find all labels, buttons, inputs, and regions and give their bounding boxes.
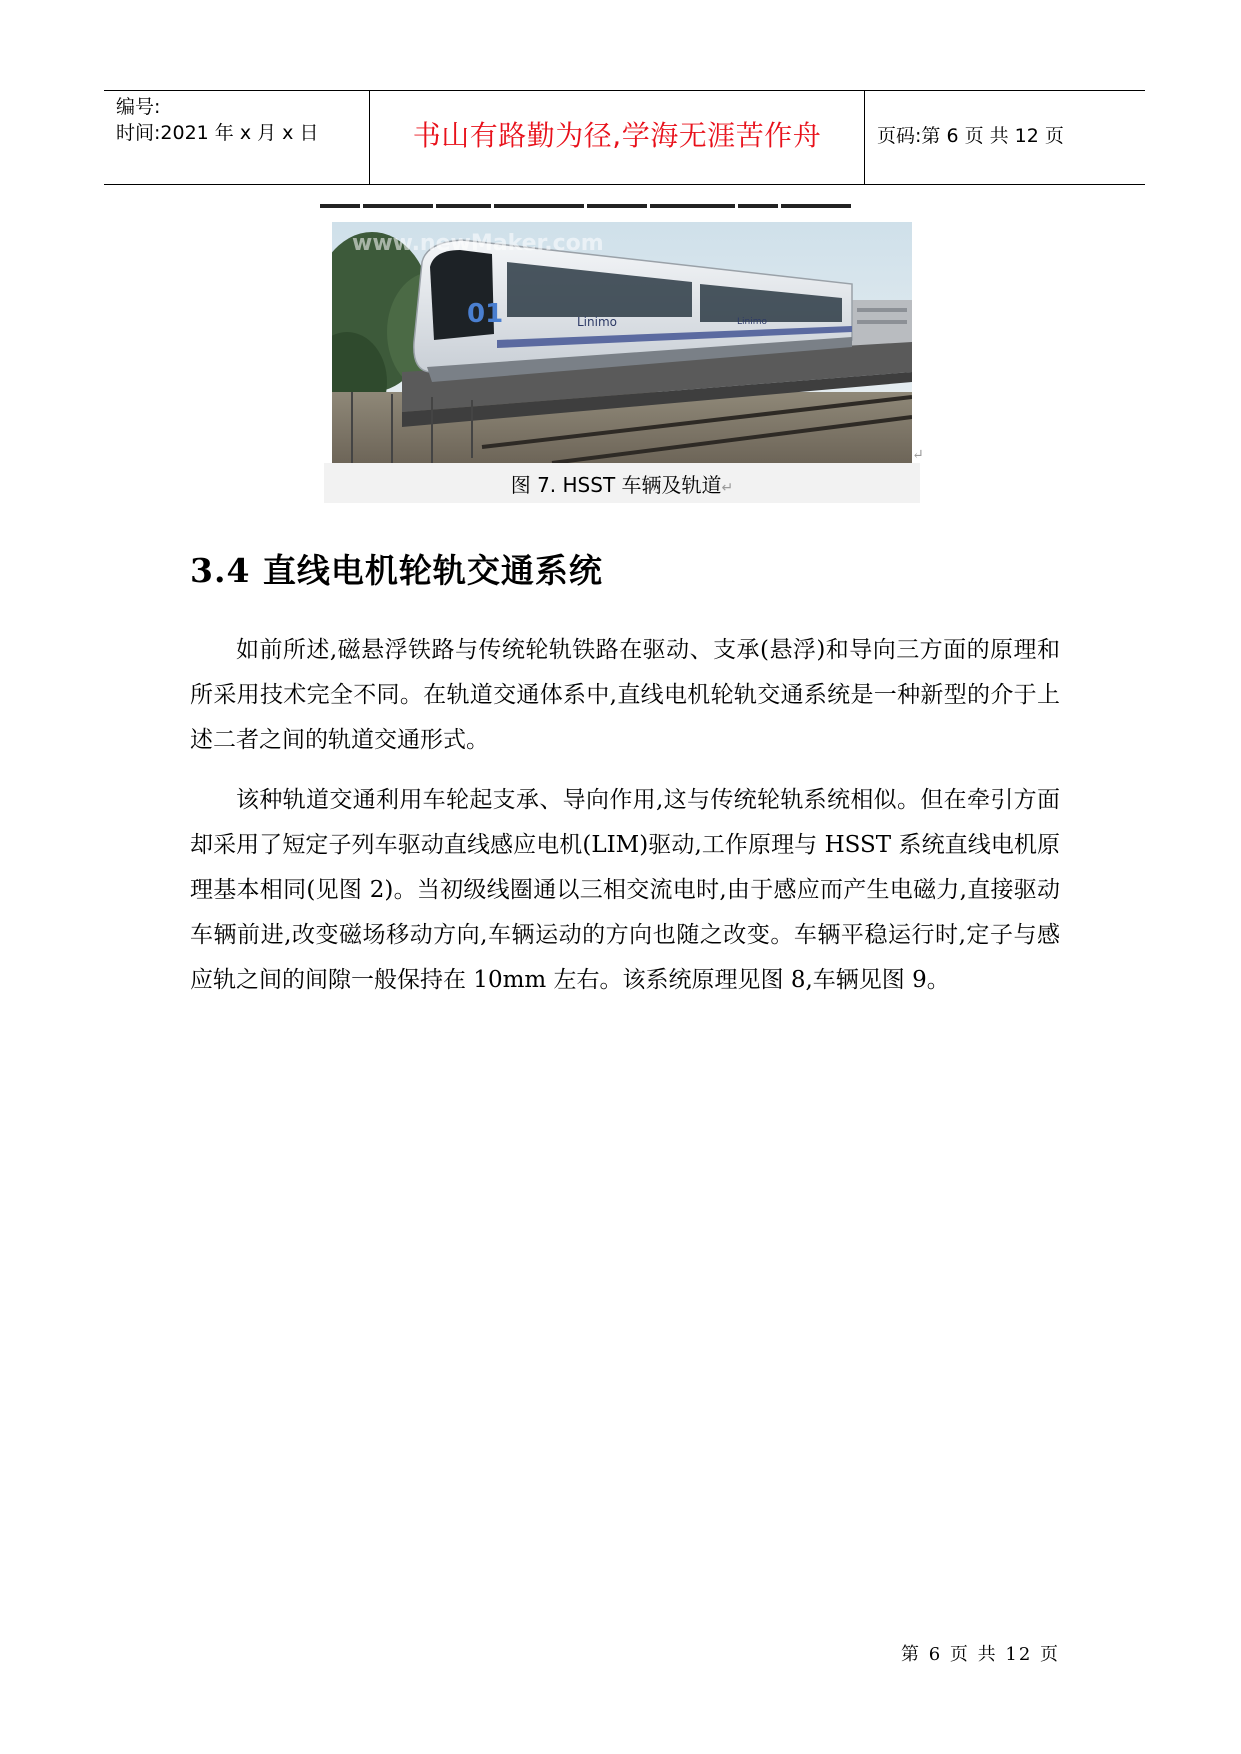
figure-caption xyxy=(324,469,920,498)
return-mark: ↵ xyxy=(912,447,924,463)
hsst-vehicle-photo xyxy=(332,222,912,463)
photo-watermark: www.newMaker.com xyxy=(352,231,604,256)
header-middle-cell xyxy=(370,91,865,184)
page-header xyxy=(104,90,1145,185)
figure-caption-text: 图 7. HSST 车辆及轨道 xyxy=(510,473,722,497)
header-left-cell xyxy=(104,91,370,184)
header-right-cell xyxy=(865,91,1145,184)
document-time-label: 时间:2021 年 x 月 x 日 xyxy=(116,122,319,144)
caption-return-mark: ↵ xyxy=(721,480,734,496)
train-illustration xyxy=(332,222,912,463)
header-page-label: 页码:第 6 页 共 12 页 xyxy=(877,125,1064,147)
header-motto: 书山有路勤为径,学海无涯苦作舟 xyxy=(412,119,822,152)
train-number-text: 01 xyxy=(467,299,504,329)
clipped-text-line xyxy=(320,204,920,214)
body-paragraph-1: 如前所述,磁悬浮铁路与传统轮轨铁路在驱动、支承(悬浮)和导向三方面的原理和所采用技术完全不同。在轨道交通体系中,直线电机轮轨交通系统是一种新型的介于上述二者之间的轨道交通形式。 xyxy=(190,637,1060,753)
page-footer: 第 6 页 共 12 页 xyxy=(901,1644,1060,1665)
document-number-label: 编号: xyxy=(116,96,161,118)
section-heading: 3.4 直线电机轮轨交通系统 xyxy=(190,551,603,590)
figure-caption-box xyxy=(324,463,920,503)
train-brand-text: Linimo xyxy=(577,315,617,329)
body-paragraph-2: 该种轨道交通利用车轮起支承、导向作用,这与传统轮轨系统相似。但在牵引方面却采用了短定子列车驱动直线感应电机(LIM)驱动,工作原理与 HSST 系统直线电机原理基本相同(见图 2)。当初级线圈通以三相交流电时,由于感应而产生电磁力,直接驱动车辆前进,改变磁场移动方向,车辆运动的方向也随之改变。车辆平稳运行时,定子与感应轨之间的间隙一般保持在 10mm 左右。该系统原理见图 8,车辆见图 9。 xyxy=(190,787,1060,993)
svg-text:Linimo: Linimo xyxy=(737,317,767,327)
